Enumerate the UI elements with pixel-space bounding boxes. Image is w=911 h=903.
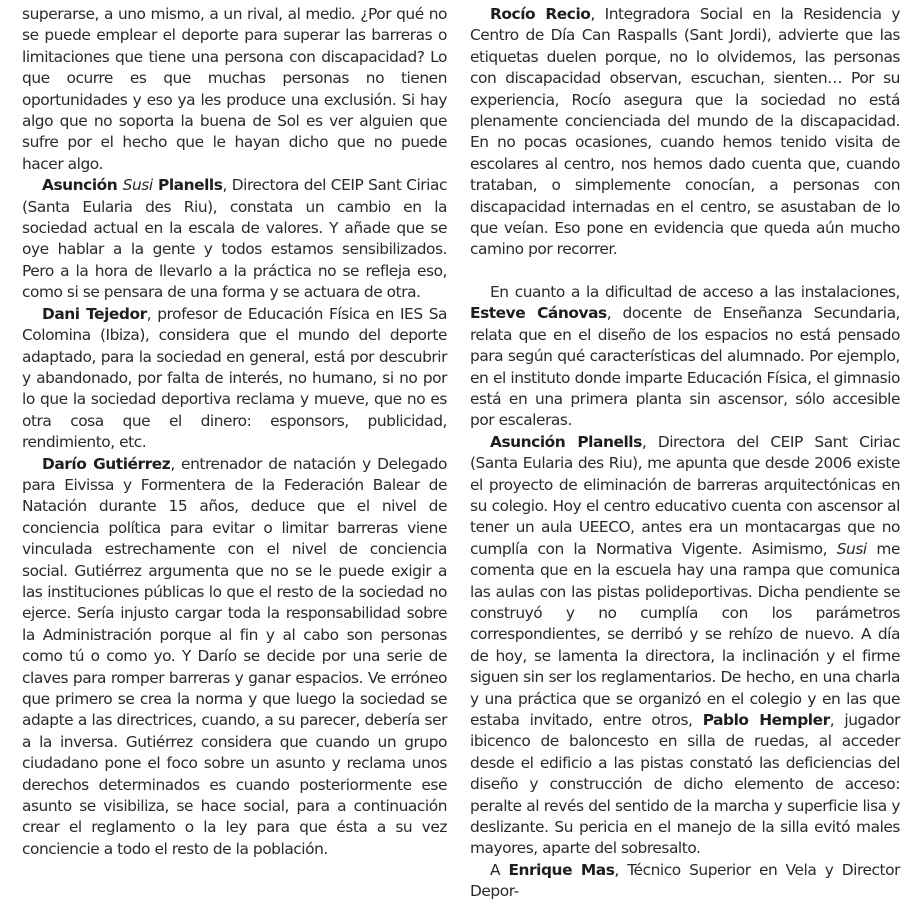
body-text: , jugador ibicenco de baloncesto en silla de ruedas, al acceder desde el edificio a las pistas constató las deficiencias del diseño y construcción de dicho elemento de acceso: peralte al revés del sentido de la marcha y superficie lisa y deslizante. Su pericia en el manejo de la silla evitó males mayores, aparte del sobresalto. xyxy=(470,711,900,858)
nickname: Susi xyxy=(836,539,867,558)
body-text: En cuanto a la dificultad de acceso a las instalaciones, xyxy=(490,282,900,301)
person-name: Planells xyxy=(152,176,223,195)
body-text: , Integradora Social en la Residencia y Centro de Día Can Raspalls (Sant Jordi), advierte que las etiquetas duelen porque, no lo olvidemos, las personas con discapacidad observan, escuchan, sienten… Por su experiencia, Rocío asegura que la sociedad no está plenamente concienciada del mundo de la discapacidad. En no pocas ocasiones, cuando hemos tenido visita de escolares al centro, nos hemos dado cuenta que, cuando trataban, o simplemente conocían, a personas con discapacidad internadas en el centro, se asustaban de lo que veían. Eso pone en evidencia que queda aún mucho camino por recorrer. xyxy=(470,5,900,259)
person-name: Asunción Planells xyxy=(490,432,642,451)
right-column xyxy=(470,4,900,903)
person-name: Pablo Hempler xyxy=(702,711,830,729)
person-name: Darío Gutiérrez xyxy=(42,454,171,473)
paragraph-p7 xyxy=(470,432,900,860)
paragraph-p3 xyxy=(22,304,447,454)
body-text: , Directora del CEIP Sant Ciriac (Santa Eularia des Riu), me apunta que desde 2006 existe el proyecto de eliminación de barreras arquitectónicas en su colegio. Hoy el centro educativo cuenta con ascensor al tener un aula UEECO, antes era un montacargas que no cumplía con la Normativa Vigente. Asimismo, xyxy=(470,432,901,558)
body-text: , Técnico Superior en Vela y Director Depor- xyxy=(470,860,900,901)
body-text: , Directora del CEIP Sant Ciriac (Santa Eularia des Riu), constata un cambio en la sociedad actual en la escala de valores. Y añade que se oye hablar a la gente y todos estamos sensibilizados. Pero a la hora de llevarlo a la práctica no se refleja eso, como si se pensara de una forma y se actuara de otra. xyxy=(22,176,447,302)
paragraph-p8 xyxy=(470,860,900,903)
body-text: , entrenador de natación y Delegado para Eivissa y Formentera de la Federación Balear de Natación durante 15 años, deduce que el nivel de conciencia política para evitar o limitar barreras viene vinculada estrechamente con el nivel de conciencia social. Gutiérrez argumenta que no se le puede exigir a las instituciones públicas lo que el resto de la sociedad no ejerce. Sería injusto cargar toda la responsabilidad sobre la Administración porque al fin y al cabo son personas como tú o como yo. Y Darío se decide por una serie de claves para romper barreras y ganar espacios. Ve erróneo que primero se crea la norma y que luego la sociedad se adapte a las directrices, cuando, a su parecer, debería ser a la inversa. Gutiérrez considera que cuando un grupo ciudadano pone el foco sobre un asunto y reclama unos derechos determinados es cuando posteriormente ese asunto se visibiliza, se hace social, para a continuación crear el reglamento o la ley para que ésta a su vez conciencie a todo el resto de la población. xyxy=(22,454,447,858)
paragraph-p4 xyxy=(22,454,447,861)
body-text: me comenta que en la escuela hay una rampa que comunica las aulas con las pistas polideportivas. Dicha pendiente se construyó y no cumplía con los parámetros correspondientes, se derribó y se rehízo de nuevo. A día de hoy, se lamenta la directora, la inclinación y el firme siguen sin ser los reglamentarios. De hecho, en una charla y una práctica que se organizó en el colegio y en las que estaba invitado, entre otros, xyxy=(470,539,900,729)
paragraph-p6 xyxy=(470,282,900,432)
paragraph-p5 xyxy=(470,4,900,261)
nickname: Susi xyxy=(122,176,153,195)
person-name: Dani Tejedor xyxy=(42,304,147,323)
body-text: , docente de Enseñanza Secundaria, relata que en el diseño de los espacios no está pensado para según qué características del alumnado. Por ejemplo, en el instituto donde imparte Educación Física, el gimnasio está en una primera planta sin ascensor, sólo accesible por escaleras. xyxy=(470,304,900,430)
person-name: Rocío Recio xyxy=(490,5,591,23)
paragraph-p2 xyxy=(22,175,447,303)
left-column xyxy=(22,4,447,860)
paragraph-p1 xyxy=(22,4,447,175)
person-name: Enrique Mas xyxy=(508,860,615,879)
body-text: superarse, a uno mismo, a un rival, al medio. ¿Por qué no se puede emplear el deporte para superar las barreras o limitaciones que tiene una persona con discapacidad? Lo que ocurre es que muchas personas no tienen oportunidades y eso ya les produce una exclusión. Si hay algo que no soporta la buena de Sol es ver alguien que sufre por el hecho que le hayan dicho que no puede hacer algo. xyxy=(22,5,447,173)
body-text: A xyxy=(490,860,509,879)
person-name: Asunción xyxy=(42,176,123,195)
body-text: , profesor de Educación Física en IES Sa Colomina (Ibiza), considera que el mundo del deporte adaptado, para la sociedad en general, está por descubrir y abandonado, por falta de interés, no humano, si no por lo que la sociedad deportiva reclama y mueve, que no es otra cosa que el dinero: esponsors, publicidad, rendimiento, etc. xyxy=(22,304,447,452)
person-name: Esteve Cánovas xyxy=(470,304,607,323)
